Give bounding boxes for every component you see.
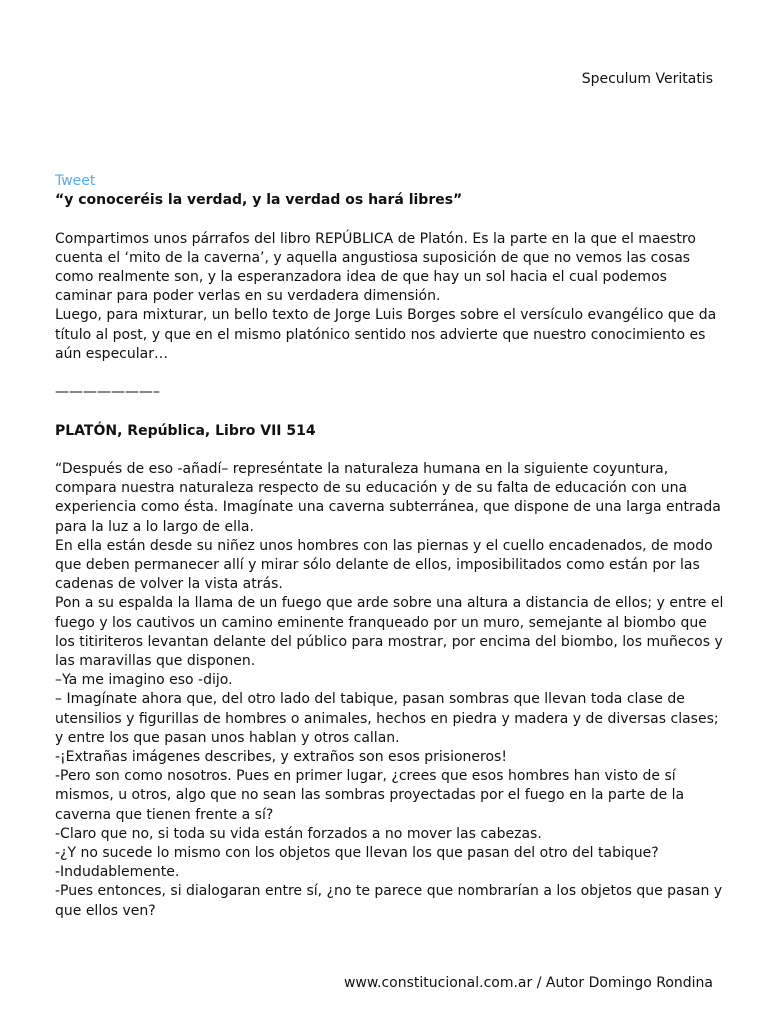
body-paragraph: -Claro que no, si toda su vida están forzados a no mover las cabezas. bbox=[55, 825, 542, 842]
site-name: Speculum Veritatis bbox=[581, 71, 713, 87]
body-paragraph: “Después de eso -añadí– represéntate la naturaleza humana en la siguiente coyuntura, compara nuestra naturaleza respecto de su educación y de su falta de educación con una experiencia como ésta. Imagínate una caverna subterránea, que dispone de una larga entrada para la luz a lo largo de ella. bbox=[55, 460, 721, 535]
body-paragraph: Pon a su espalda la llama de un fuego que arde sobre una altura a distancia de ellos; y entre el fuego y los cautivos un camino eminente franqueado por un muro, semejante al biombo que los titiriteros levantan delante del público para mostrar, por encima del biombo, los muñecos y las maravillas que disponen. bbox=[55, 595, 724, 670]
body-paragraph: –Ya me imagino eso -dijo. bbox=[55, 672, 233, 689]
section-title: PLATÓN, República, Libro VII 514 bbox=[55, 422, 316, 439]
article-content bbox=[55, 172, 725, 921]
article-subtitle: “y conoceréis la verdad, y la verdad os hará libres” bbox=[55, 192, 463, 209]
body-paragraph: -Pues entonces, si dialogaran entre sí, ¿no te parece que nombrarían a los objetos que pasan y que ellos ven? bbox=[55, 883, 723, 919]
tweet-link[interactable]: Tweet bbox=[55, 173, 96, 189]
body-paragraph: – Imagínate ahora que, del otro lado del tabique, pasan sombras que llevan toda clase de utensilios y figurillas de hombres o animales, hechos en piedra y madera y de diversas clases; y entre los que pasan unos hablan y otros callan. bbox=[55, 691, 719, 746]
body-paragraph: -Indudablemente. bbox=[55, 864, 180, 881]
body-paragraph: -Pero son como nosotros. Pues en primer lugar, ¿crees que esos hombres han visto de sí mismos, u otros, algo que no sean las sombras proyectadas por el fuego en la parte de la caverna que tienen frente a sí? bbox=[55, 768, 685, 823]
body-paragraph: En ella están desde su niñez unos hombres con las piernas y el cuello encadenados, de modo que deben permanecer allí y mirar sólo delante de ellos, imposibilitados como están por las cadenas de volver la vista atrás. bbox=[55, 537, 713, 593]
intro-paragraph: Luego, para mixturar, un bello texto de Jorge Luis Borges sobre el versículo evangélico que da título al post, y que en el mismo platónico sentido nos advierte que nuestro conocimiento es aún especular… bbox=[55, 307, 717, 362]
body-paragraph: -¿Y no sucede lo mismo con los objetos que llevan los que pasan del otro del tabique? bbox=[55, 845, 659, 862]
divider: ———————– bbox=[55, 384, 160, 401]
footer-credit: www.constitucional.com.ar / Autor Domingo Rondina bbox=[343, 975, 713, 991]
intro-paragraph: Compartimos unos párrafos del libro REPÚBLICA de Platón. Es la parte en la que el maestro cuenta el ‘mito de la caverna’, y aquella angustiosa suposición de que no vemos las cosas como realmente son, y la esperanzadora idea de que hay un sol hacia el cual podemos caminar para poder verlas en su verdadera dimensión. bbox=[55, 230, 696, 305]
body-paragraph: -¡Extrañas imágenes describes, y extraños son esos prisioneros! bbox=[55, 749, 507, 766]
